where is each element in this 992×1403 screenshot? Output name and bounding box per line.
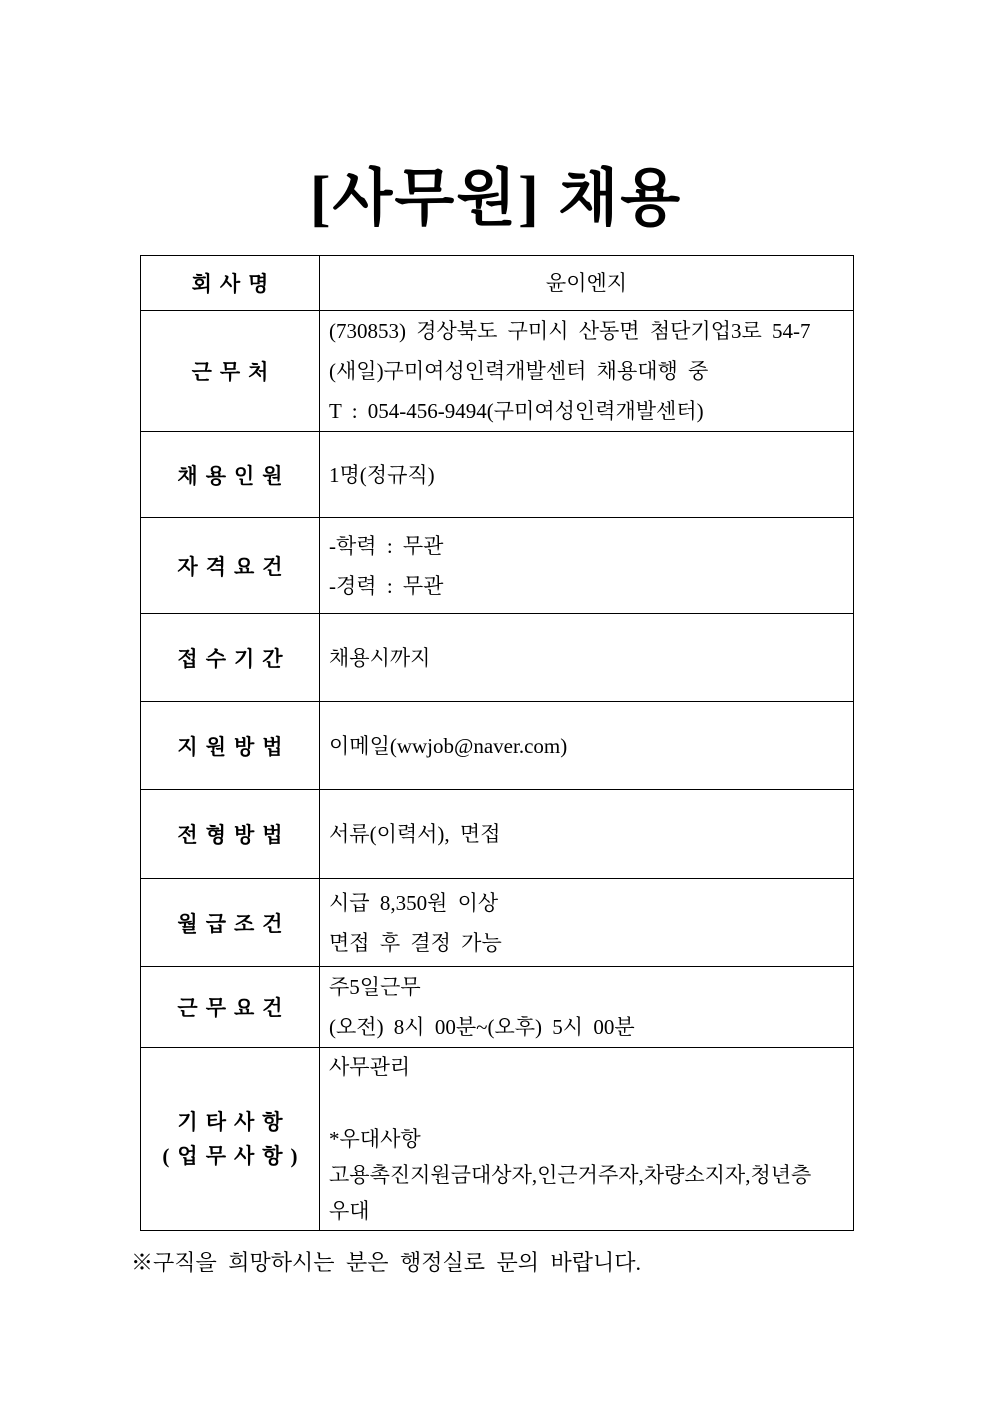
value-line: 1명(정규직) xyxy=(329,462,435,487)
page-title: [사무원] 채용 xyxy=(309,165,683,233)
value-line: *우대사항 xyxy=(329,1127,421,1151)
value-line: (새일)구미여성인력개발센터 채용대행 중 xyxy=(329,359,709,383)
row-value xyxy=(320,311,854,432)
row-label xyxy=(141,1048,320,1231)
value-line: 시급 8,350원 이상 xyxy=(329,890,499,915)
value-line: 채용시까지 xyxy=(329,645,431,670)
row-value xyxy=(320,879,854,967)
row-value xyxy=(320,967,854,1048)
value-line: 우대 xyxy=(329,1199,370,1223)
row-value xyxy=(320,432,854,518)
row-label-line: 기타사항 xyxy=(177,1110,291,1134)
row-value xyxy=(320,518,854,614)
table-row-application-method xyxy=(141,702,854,790)
row-label: 접수기간 xyxy=(141,614,320,702)
row-value xyxy=(320,702,854,790)
row-label: 근무처 xyxy=(141,311,320,432)
row-label: 근무요건 xyxy=(141,967,320,1048)
table-row-work-conditions xyxy=(141,967,854,1048)
row-value xyxy=(320,256,854,311)
job-table-body xyxy=(141,256,854,1231)
value-line: 사무관리 xyxy=(329,1055,411,1079)
row-label: 전형방법 xyxy=(141,790,320,879)
row-value xyxy=(320,790,854,879)
footer-note: ※구직을 희망하시는 분은 행정실로 문의 바랍니다. xyxy=(131,1250,642,1275)
value-line: -학력 : 무관 xyxy=(329,533,444,558)
value-line-blank xyxy=(329,1085,849,1121)
row-label: 지원방법 xyxy=(141,702,320,790)
value-line: (730853) 경상북도 구미시 산동면 첨단기업3로 54-7 xyxy=(329,319,811,343)
value-line: -경력 : 무관 xyxy=(329,573,444,598)
value-line: 이메일(wwjob@naver.com) xyxy=(329,733,568,758)
table-row-application-period xyxy=(141,614,854,702)
row-value xyxy=(320,1048,854,1231)
job-posting-table xyxy=(140,255,854,1231)
row-label: 회사명 xyxy=(141,256,320,311)
table-row-qualifications xyxy=(141,518,854,614)
table-row-headcount xyxy=(141,432,854,518)
value-line: 주5일근무 xyxy=(329,975,421,999)
row-label: 월급조건 xyxy=(141,879,320,967)
value-line: (오전) 8시 00분~(오후) 5시 00분 xyxy=(329,1015,635,1039)
row-label-line: (업무사항) xyxy=(162,1144,306,1168)
table-row-workplace xyxy=(141,311,854,432)
value-line: 고용촉진지원금대상자,인근거주자,차량소지자,청년층 xyxy=(329,1163,812,1187)
table-row-selection-process xyxy=(141,790,854,879)
row-label: 자격요건 xyxy=(141,518,320,614)
table-row-company-name xyxy=(141,256,854,311)
table-row-salary xyxy=(141,879,854,967)
value-line: 서류(이력서), 면접 xyxy=(329,822,501,846)
table-row-other-details xyxy=(141,1048,854,1231)
value-line: T : 054-456-9494(구미여성인력개발센터) xyxy=(329,399,704,423)
value-line: 면접 후 결정 가능 xyxy=(329,930,502,955)
value-line: 윤이엔지 xyxy=(545,271,628,295)
row-value xyxy=(320,614,854,702)
row-label: 채용인원 xyxy=(141,432,320,518)
